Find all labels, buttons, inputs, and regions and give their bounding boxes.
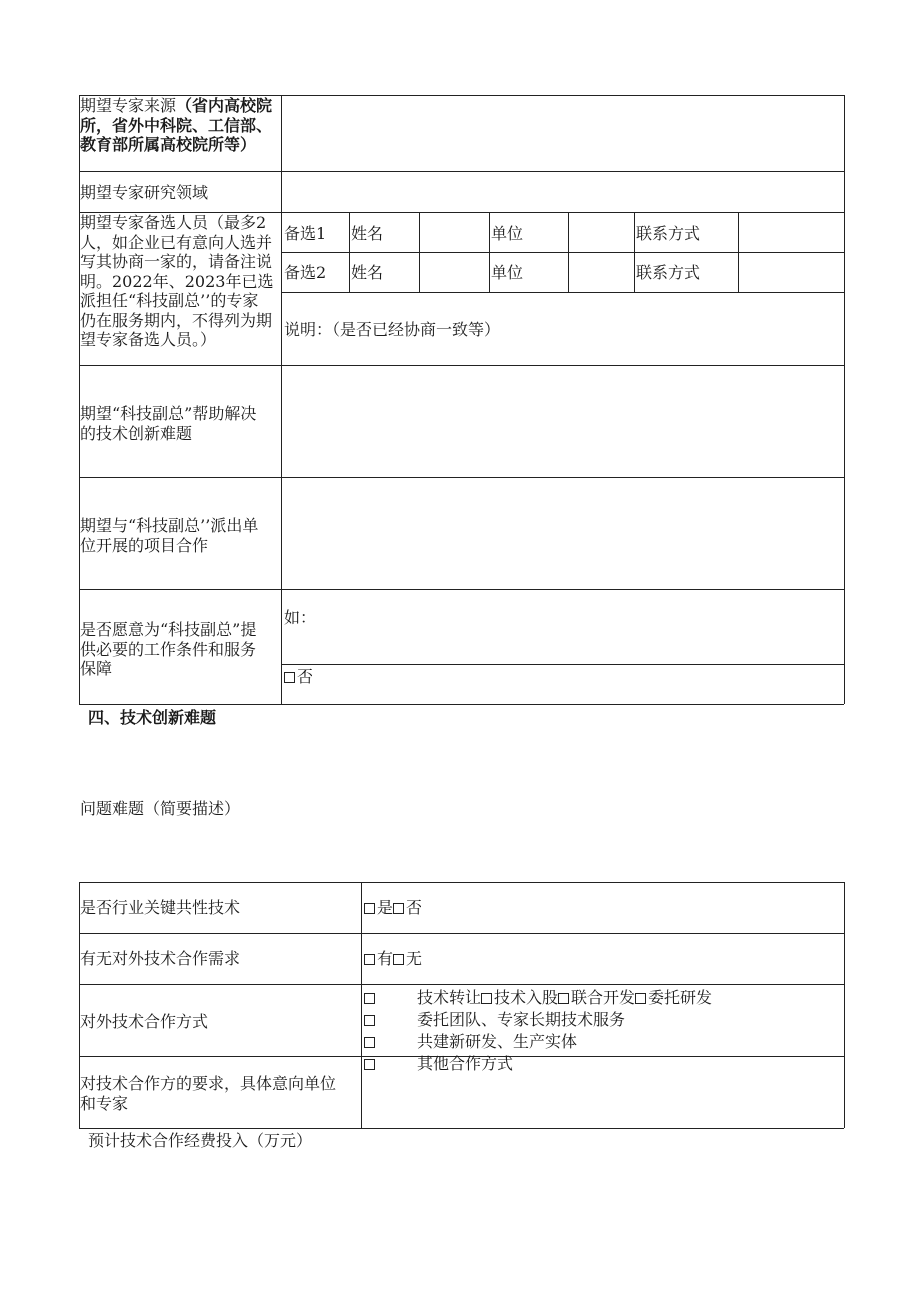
- coop-mode-line: [364, 987, 844, 1009]
- candidate1-name-label: 姓名: [351, 224, 384, 243]
- candidates-label-line: 期望专家备选人员（最多2: [80, 213, 267, 232]
- coop-mode-options: [362, 985, 843, 1073]
- candidate1-unit-input[interactable]: [569, 213, 633, 251]
- coop-mode-option[interactable]: 委托团队、专家长期技术服务: [417, 1010, 626, 1029]
- problem-description-label: 问题难题（简要描述）: [80, 799, 241, 818]
- expert-source-label-plain: 期望专家来源: [80, 96, 177, 115]
- checkbox-icon[interactable]: [364, 993, 375, 1004]
- candidate2-label: 备选2: [284, 263, 327, 282]
- expert-source-label-bold-3: 教育部所属高校院所等）: [80, 135, 257, 154]
- external-need-options: [364, 949, 422, 969]
- candidates-label-line: 写其协商一家的，请备注说: [80, 252, 273, 271]
- coop-mode-option[interactable]: 其他合作方式: [417, 1054, 514, 1073]
- cooperation-label: [80, 516, 282, 555]
- candidate1-name-input[interactable]: [420, 213, 488, 251]
- candidate2-name-input[interactable]: [420, 253, 488, 291]
- section-heading: 四、技术创新难题: [88, 708, 217, 727]
- key-tech-options: [364, 898, 422, 918]
- support-no-option[interactable]: [284, 667, 313, 687]
- candidate2-unit-input[interactable]: [569, 253, 633, 291]
- candidates-label-line: 望专家备选人员。）: [80, 330, 217, 349]
- coop-mode-option[interactable]: 技术转让: [417, 988, 482, 1007]
- partner-req-input[interactable]: [362, 1057, 843, 1127]
- expert-source-label-bold-1: （省内高校院: [176, 96, 273, 115]
- problems-label-line: 期望“科技副总”帮助解决: [80, 404, 257, 423]
- external-need-no[interactable]: 无: [406, 949, 423, 968]
- external-need-label: 有无对外技术合作需求: [80, 949, 241, 968]
- candidates-label-line: 人，如企业已有意向人选并: [80, 232, 273, 252]
- cooperation-label-line: 位开展的项目合作: [80, 535, 209, 555]
- candidates-label: [80, 213, 282, 350]
- checkbox-icon[interactable]: [481, 993, 492, 1004]
- support-label: [80, 620, 282, 679]
- coop-mode-line: [364, 1009, 844, 1031]
- candidates-label-line: 派担任“科技副总’’的专家: [80, 291, 259, 310]
- partner-req-label: [80, 1074, 362, 1113]
- expert-source-label: [80, 96, 282, 155]
- key-tech-yes[interactable]: 是: [377, 898, 394, 917]
- problems-input[interactable]: [282, 366, 843, 476]
- key-tech-no[interactable]: 否: [406, 898, 423, 917]
- expert-source-input[interactable]: [282, 96, 843, 170]
- research-field-input[interactable]: [282, 172, 843, 211]
- support-label-line: 供必要的工作条件和服务: [80, 639, 257, 659]
- coop-mode-line: [364, 1031, 844, 1053]
- support-no-label: 否: [297, 667, 314, 686]
- coop-mode-option[interactable]: 技术入股: [494, 988, 559, 1007]
- cooperation-input[interactable]: [282, 478, 843, 588]
- problems-label: [80, 404, 282, 443]
- candidate1-unit-label: 单位: [491, 224, 524, 243]
- checkbox-icon[interactable]: [393, 954, 404, 965]
- cooperation-label-line: 期望与“科技副总’’派出单: [80, 516, 259, 535]
- checkbox-icon[interactable]: [635, 993, 646, 1004]
- candidate1-label: 备选1: [284, 224, 327, 243]
- coop-mode-option[interactable]: 委托研发: [648, 988, 713, 1007]
- candidates-note[interactable]: 说明：（是否已经协商一致等）: [284, 320, 501, 339]
- partner-req-label-line: 对技术合作方的要求，具体意向单位: [80, 1074, 337, 1093]
- checkbox-icon[interactable]: [284, 672, 295, 683]
- problems-label-line: 的技术创新难题: [80, 423, 193, 443]
- candidate1-contact-label: 联系方式: [636, 224, 701, 243]
- checkbox-icon[interactable]: [364, 1037, 375, 1048]
- checkbox-icon[interactable]: [393, 903, 404, 914]
- support-yes-option[interactable]: 如：: [284, 608, 317, 627]
- partner-req-label-line: 和专家: [80, 1093, 129, 1113]
- budget-label: 预计技术合作经费投入（万元）: [88, 1131, 313, 1150]
- candidate2-name-label: 姓名: [351, 263, 384, 282]
- candidates-label-line: 仍在服务期内，不得列为期: [80, 310, 273, 330]
- coop-mode-option[interactable]: 联合开发: [571, 988, 636, 1007]
- key-tech-label: 是否行业关键共性技术: [80, 898, 241, 917]
- research-field-label: 期望专家研究领域: [80, 183, 209, 202]
- candidate2-contact-input[interactable]: [739, 253, 843, 291]
- support-label-line: 保障: [80, 659, 113, 678]
- checkbox-icon[interactable]: [364, 903, 375, 914]
- candidate1-contact-input[interactable]: [739, 213, 843, 251]
- coop-mode-option[interactable]: 共建新研发、生产实体: [417, 1032, 578, 1051]
- support-label-line: 是否愿意为“科技副总”提: [80, 620, 257, 639]
- candidates-label-line: 明。2022年、2023年已选: [80, 271, 274, 291]
- external-need-yes[interactable]: 有: [377, 949, 394, 968]
- checkbox-icon[interactable]: [364, 954, 375, 965]
- coop-mode-label: 对外技术合作方式: [80, 1012, 209, 1031]
- expert-source-label-bold-2: 所，省外中科院、工信部、: [80, 115, 273, 135]
- candidate2-contact-label: 联系方式: [636, 263, 701, 282]
- checkbox-icon[interactable]: [558, 993, 569, 1004]
- checkbox-icon[interactable]: [364, 1015, 375, 1026]
- candidate2-unit-label: 单位: [491, 263, 524, 282]
